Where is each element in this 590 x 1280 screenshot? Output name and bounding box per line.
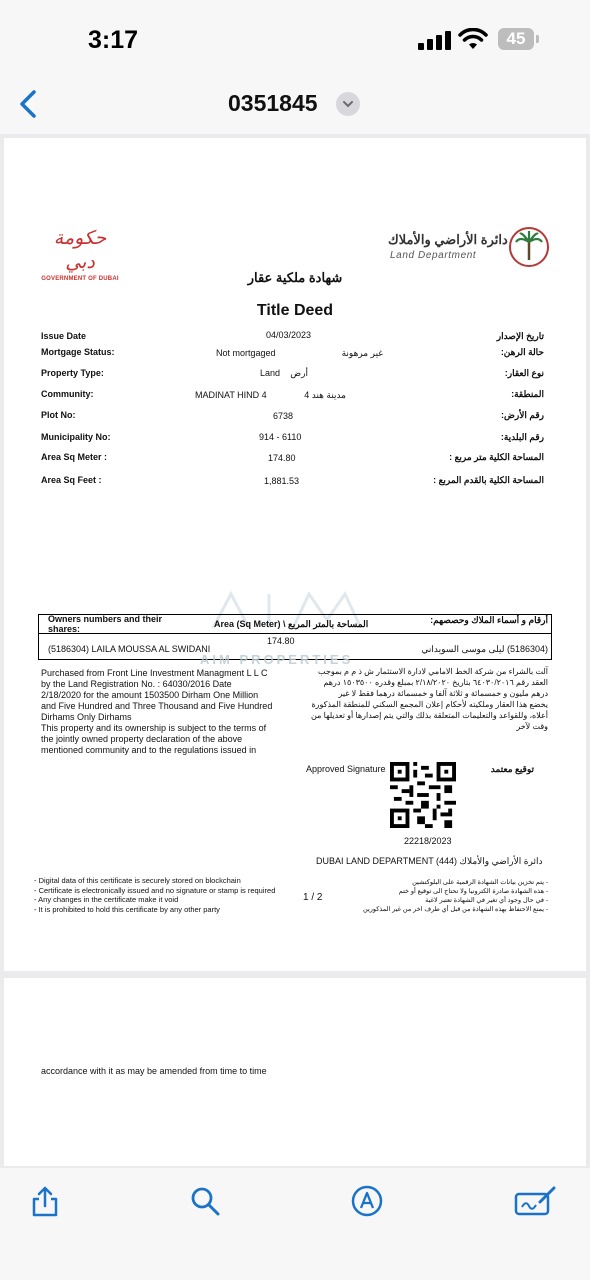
- property-type-label: Property Type:: [41, 368, 104, 378]
- note-line-ar: - يمنع الاحتفاظ بهذه الشهادة من قبل أي طرف اخر من غير المذكورين: [363, 906, 548, 913]
- gov-logo-arabic: حكومة دبي: [53, 227, 107, 273]
- wifi-icon: [458, 28, 488, 50]
- page-number: 1 / 2: [303, 892, 323, 903]
- bottom-toolbar: [0, 1168, 590, 1280]
- palm-tree-icon: [508, 226, 550, 268]
- approved-signature-arabic: توقيع معتمد: [490, 764, 534, 774]
- markup-icon[interactable]: [350, 1184, 384, 1218]
- battery-icon: 45: [498, 28, 534, 50]
- municipality-arabic: رقم البلدية:: [500, 432, 544, 442]
- document-title[interactable]: 0351845: [228, 90, 318, 116]
- area-sq-meter-value: 174.80: [268, 453, 296, 463]
- owners-header-area: Area (Sq Meter) \ المساحة بالمتر المربع: [214, 619, 369, 629]
- area-sq-meter-arabic: المساحة الكلية متر مربع :: [449, 452, 544, 462]
- purchase-line-ar: وقت لآخر: [516, 722, 548, 731]
- qr-code: [389, 762, 457, 828]
- watermark-text: AIM PROPERTIES: [200, 652, 354, 667]
- purchase-line-ar: العقد رقم ٦٤٠٣٠/٢٠١٦ بتاريخ ٢/١٨/٢٠٢٠ بمبلغ وقدره ١٥٠٣٥٠٠ درهم: [323, 678, 548, 687]
- area-sq-feet-arabic: المساحة الكلية بالقدم المربع :: [433, 475, 544, 485]
- document-page-1: [4, 138, 586, 971]
- back-chevron-icon[interactable]: [14, 86, 44, 122]
- signal-icon: [418, 30, 452, 50]
- plot-label: Plot No:: [41, 410, 76, 420]
- land-department-logo: [388, 226, 550, 270]
- purchase-line-ar: درهم مليون و خمسمائة و ثلاثة آلفا و خمسمائة درهما فقط لا غير: [338, 689, 548, 698]
- note-line: - It is prohibited to hold this certificate by any other party: [34, 904, 220, 914]
- notes-ar: [348, 878, 548, 914]
- community-arabic: المنطقة:: [511, 389, 544, 399]
- qr-number: 22218/2023: [404, 836, 452, 846]
- issue-date-arabic: تاريخ الإصدار: [496, 331, 544, 341]
- heading-title-deed: Title Deed: [256, 302, 334, 319]
- dld-footer: DUBAI LAND DEPARTMENT (444) دائرة الأراضي والأملاك: [316, 856, 543, 866]
- mortgage-label: Mortgage Status:: [41, 347, 115, 357]
- note-line: - Certificate is electronically issued and no signature or stamp is required: [34, 885, 276, 895]
- navigation-bar: [0, 80, 590, 134]
- mortgage-value-arabic: غير مرهونة: [341, 348, 383, 358]
- community-value-arabic: مدينة هند 4: [304, 390, 346, 400]
- owner-name-arabic: (5186304) ليلى موسى السويداني: [421, 644, 548, 654]
- note-line-ar: - في حال وجود أي تغير في الشهادة تعتبر لاغية: [425, 897, 548, 904]
- issue-date-value: 04/03/2023: [266, 330, 312, 340]
- owner-name-en: (5186304) LAILA MOUSSA AL SWIDANI: [48, 644, 211, 654]
- area-sq-feet-value: 1,881.53: [264, 476, 300, 486]
- property-type-value: Land: [260, 368, 281, 378]
- purchase-line: and Five Hundred and Three Thousand and Five Hundred: [41, 701, 273, 711]
- mortgage-arabic: حالة الرهن:: [500, 347, 544, 357]
- purchase-line: by the Land Registration No. : 64030/2016 Date: [41, 679, 232, 689]
- battery-cap: [536, 35, 539, 43]
- purchase-line: This property and its ownership is subject to the terms of: [41, 723, 267, 733]
- dld-logo-english: Land Department: [390, 250, 477, 261]
- purchase-line: the jointly owned property declaration of the above: [41, 734, 243, 744]
- chevron-down-icon: [336, 92, 360, 116]
- purchase-line-ar: أعلاه، وللقواعد والتعليمات المتعلقة بذلك والتي يتم إصدارها أو تعديلها من: [311, 711, 548, 720]
- notes-en: [34, 876, 275, 914]
- community-label: Community:: [41, 389, 94, 399]
- note-line-ar: - هذه الشهادة صادرة الكترونيا ولا تحتاج الى توقيع أو ختم: [398, 888, 548, 895]
- purchase-text-ar: [308, 666, 548, 732]
- municipality-label: Municipality No:: [41, 432, 111, 442]
- heading-arabic: شهادة ملكية عقار: [247, 270, 343, 285]
- page2-text: accordance with it as may be amended from time to time: [41, 1066, 267, 1076]
- municipality-value: 914 - 6110: [259, 432, 302, 442]
- community-value: MADINAT HIND 4: [195, 390, 267, 400]
- area-sq-meter-label: Area Sq Meter :: [41, 452, 108, 462]
- area-sq-feet-label: Area Sq Feet :: [41, 475, 102, 485]
- status-bar: [0, 0, 590, 80]
- title-menu-button[interactable]: [336, 92, 360, 116]
- mortgage-value: Not mortgaged: [216, 348, 276, 358]
- status-time: 3:17: [88, 26, 139, 54]
- share-icon[interactable]: [28, 1184, 62, 1218]
- purchase-text-en: [41, 668, 272, 756]
- document-page-2: [4, 978, 586, 1166]
- owners-header-en: Owners numbers and their shares:: [48, 614, 163, 634]
- purchase-line: Purchased from Front Line Investment Managment L L C: [41, 668, 268, 678]
- owner-area: 174.80: [267, 636, 295, 646]
- property-type-arabic: نوع العقار:: [504, 368, 544, 378]
- plot-arabic: رقم الأرض:: [501, 410, 544, 420]
- purchase-line: Dirhams Only Dirhams: [41, 712, 132, 722]
- purchase-line: 2/18/2020 for the amount 1503500 Dirham One Million: [41, 690, 259, 700]
- note-line: - Digital data of this certificate is securely stored on blockchain: [34, 876, 241, 885]
- purchase-line: mentioned community and to the regulations issued in: [41, 745, 257, 755]
- search-icon[interactable]: [188, 1184, 222, 1218]
- plot-value: 6738: [273, 411, 294, 421]
- dld-logo-arabic: دائرة الأراضي والأملاك: [388, 232, 508, 247]
- gov-logo-english: GOVERNMENT OF DUBAI: [41, 276, 119, 282]
- note-line: - Any changes in the certificate make it void: [34, 895, 179, 904]
- purchase-line-ar: يخضع هذا العقار وملكيته لأحكام إعلان المجمع السكني للمنطقة المذكورة: [311, 700, 548, 709]
- note-line-ar: - يتم تخزين بيانات الشهادة الرقمية على البلوكتشين: [412, 879, 548, 886]
- approved-signature-label: Approved Signature: [306, 764, 386, 774]
- purchase-line-ar: آلت بالشراء من شركة الخط الامامي لادارة الاستثمار ش ذ م م بموجب: [318, 667, 548, 676]
- owners-header-arabic: أرقام و أسماء الملاك وحصصهم:: [430, 615, 548, 625]
- issue-date-label: Issue Date: [41, 331, 87, 341]
- signature-icon[interactable]: [514, 1184, 558, 1218]
- property-type-value-arabic: أرض: [290, 368, 308, 378]
